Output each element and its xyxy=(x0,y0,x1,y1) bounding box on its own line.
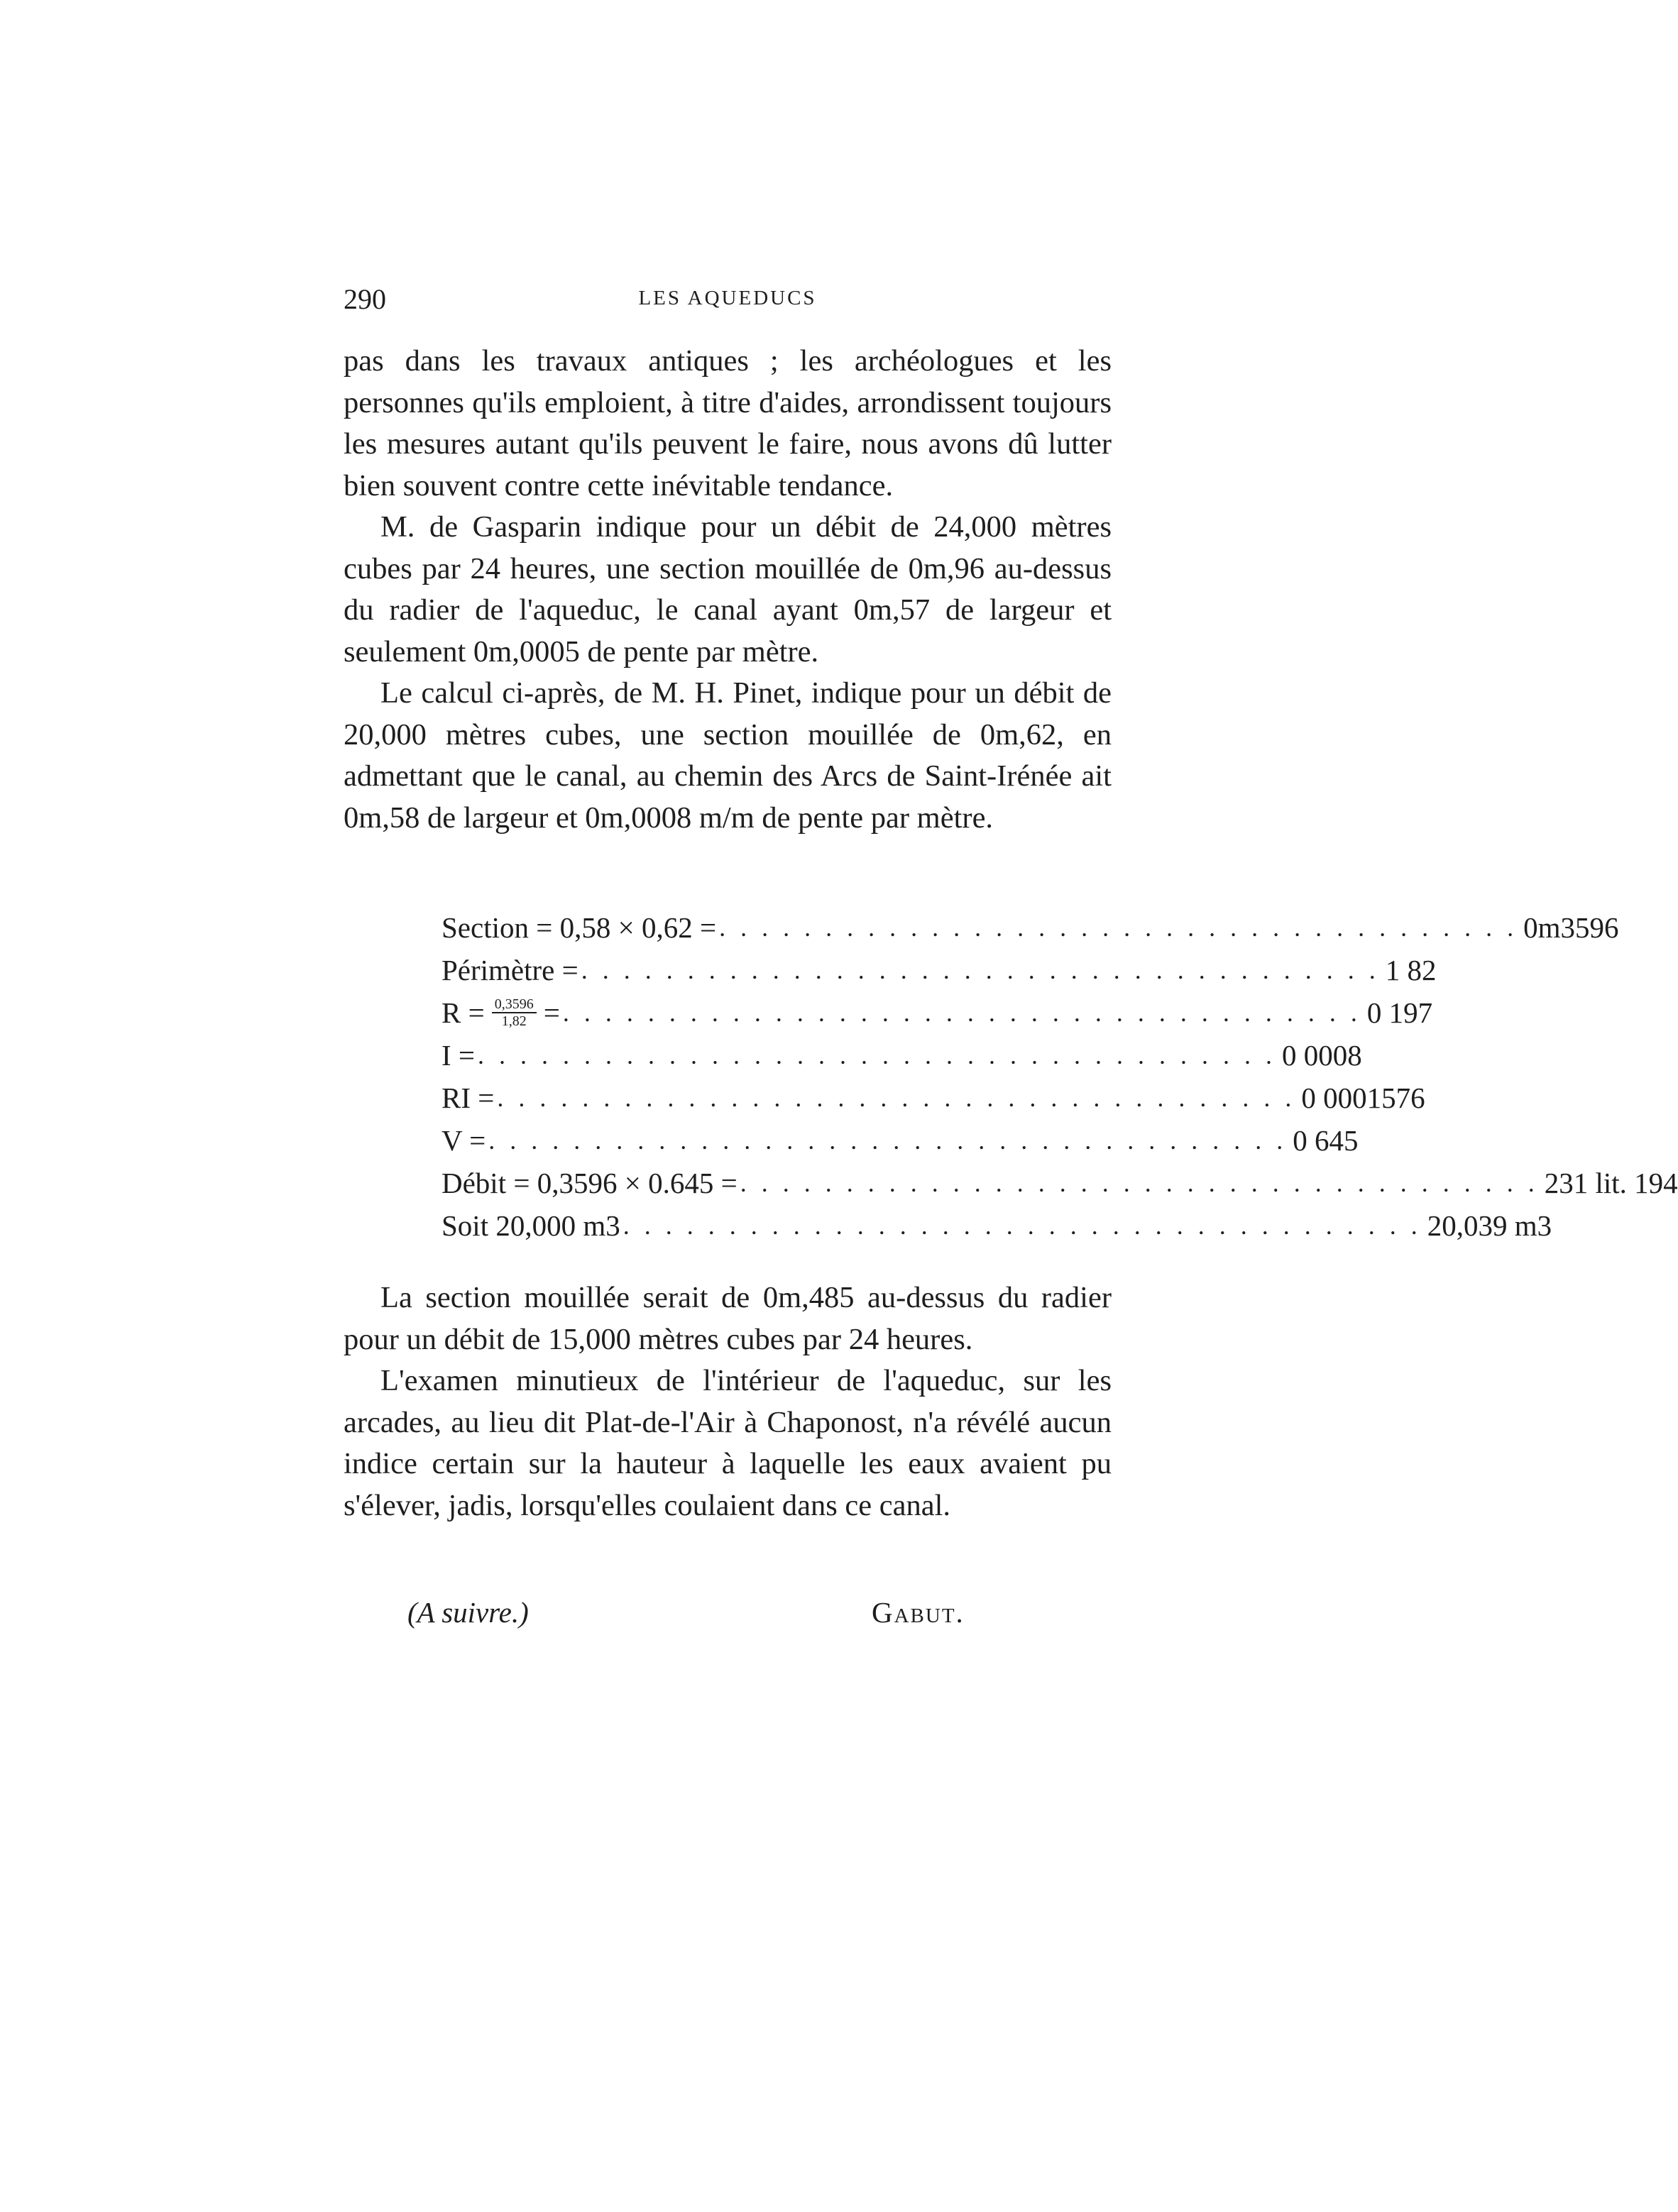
calculation-table xyxy=(442,906,1678,1247)
paragraph-section: La section mouillée serait de 0m,485 au-dessus du radier pour un débit de 15,000 mètres cubes par 24 heures. xyxy=(344,1281,1112,1356)
signoff xyxy=(344,1595,1112,1638)
calc-value: 0m3596 xyxy=(1523,911,1619,944)
page-number: 290 xyxy=(344,283,386,315)
calc-label: V = xyxy=(442,1124,486,1157)
calc-value: 1 82 xyxy=(1385,954,1437,986)
calc-row-v xyxy=(442,1119,1359,1162)
fraction-numerator: 0,3596 xyxy=(492,996,537,1013)
leader-dots: . . . . . . . . . . . . . . . . . . . . . . . . . . . . . . . . . . . . . . xyxy=(740,1169,1539,1197)
body-text-bottom xyxy=(344,1277,1112,1526)
body-text-top xyxy=(344,341,1112,839)
calc-row-section xyxy=(442,906,1619,949)
paragraph-examen: L'examen minutieux de l'intérieur de l'aqueduc, sur les arcades, au lieu dit Plat-de-l'Air à Chaponost, n'a révélé aucun indice certain sur la hauteur à laquelle les eaux avaient pu s'élever, jadis, lorsqu'elles coulaient dans ce canal. xyxy=(344,1364,1112,1522)
leader-dots: . . . . . . . . . . . . . . . . . . . . . . . . . . . . . . . . . . . . . . xyxy=(623,1211,1422,1240)
leader-dots: . . . . . . . . . . . . . . . . . . . . . . . . . . . . . . . . . . . . . . xyxy=(562,998,1361,1027)
calc-label: Débit = 0,3596 × 0.645 = xyxy=(442,1167,737,1199)
leader-dots: . . . . . . . . . . . . . . . . . . . . . . . . . . . . . . . . . . . . . . xyxy=(719,913,1518,942)
fraction-denominator: 1,82 xyxy=(501,1013,527,1029)
calc-label-prefix: R = xyxy=(442,996,485,1029)
author-name: Gabut. xyxy=(872,1596,965,1629)
calc-value: 0 197 xyxy=(1366,996,1433,1029)
continuation-note: (A suivre.) xyxy=(407,1596,529,1629)
leader-dots: . . . . . . . . . . . . . . . . . . . . . . . . . . . . . . . . . . . . . . xyxy=(497,1084,1296,1112)
running-title: LES AQUEDUCS xyxy=(638,287,817,309)
calc-row-debit xyxy=(442,1162,1678,1204)
paragraph-continued: pas dans les travaux antiques ; les archéologues et les personnes qu'ils emploient, à titre d'aides, arrondissent toujours les mesures autant qu'ils peuvent le faire, nous avons dû lutter bien souvent contre cette inévitable tendance. xyxy=(344,344,1112,502)
calc-value: 231 lit. 194 xyxy=(1544,1167,1678,1199)
calc-label: I = xyxy=(442,1039,476,1072)
calc-row-perimetre xyxy=(442,949,1437,991)
fraction xyxy=(492,996,537,1029)
calc-label-suffix: = xyxy=(543,996,560,1029)
leader-dots: . . . . . . . . . . . . . . . . . . . . . . . . . . . . . . . . . . . . . . xyxy=(581,956,1380,984)
calc-label: Soit 20,000 m3 xyxy=(442,1209,620,1242)
calc-value: 0 0001576 xyxy=(1301,1082,1425,1114)
paragraph-pinet: Le calcul ci-après, de M. H. Pinet, indique pour un débit de 20,000 mètres cubes, une section mouillée de 0m,62, en admettant que le canal, au chemin des Arcs de Saint-Irénée ait 0m,58 de largeur et 0m,0008 m/m de pente par mètre. xyxy=(344,676,1112,835)
calc-value: 0 0008 xyxy=(1282,1039,1362,1072)
calc-value: 20,039 m3 xyxy=(1427,1209,1552,1242)
calc-value: 0 645 xyxy=(1293,1124,1359,1157)
calc-row-soit xyxy=(442,1204,1552,1247)
calc-label: Section = 0,58 × 0,62 = xyxy=(442,911,717,944)
paragraph-gasparin: M. de Gasparin indique pour un débit de 24,000 mètres cubes par 24 heures, une section mouillée de 0m,96 au-dessus du radier de l'aqueduc, le canal ayant 0m,57 de largeur et seulement 0m,0005 de pente par mètre. xyxy=(344,510,1112,668)
page-header xyxy=(344,282,1112,325)
calc-row-i xyxy=(442,1034,1362,1077)
calc-row-ri xyxy=(442,1077,1425,1119)
calc-label: Périmètre = xyxy=(442,954,578,986)
leader-dots: . . . . . . . . . . . . . . . . . . . . . . . . . . . . . . . . . . . . . . xyxy=(478,1041,1277,1069)
leader-dots: . . . . . . . . . . . . . . . . . . . . . . . . . . . . . . . . . . . . . . xyxy=(488,1126,1288,1155)
calc-label: RI = xyxy=(442,1082,495,1114)
calc-row-r xyxy=(442,991,1433,1034)
